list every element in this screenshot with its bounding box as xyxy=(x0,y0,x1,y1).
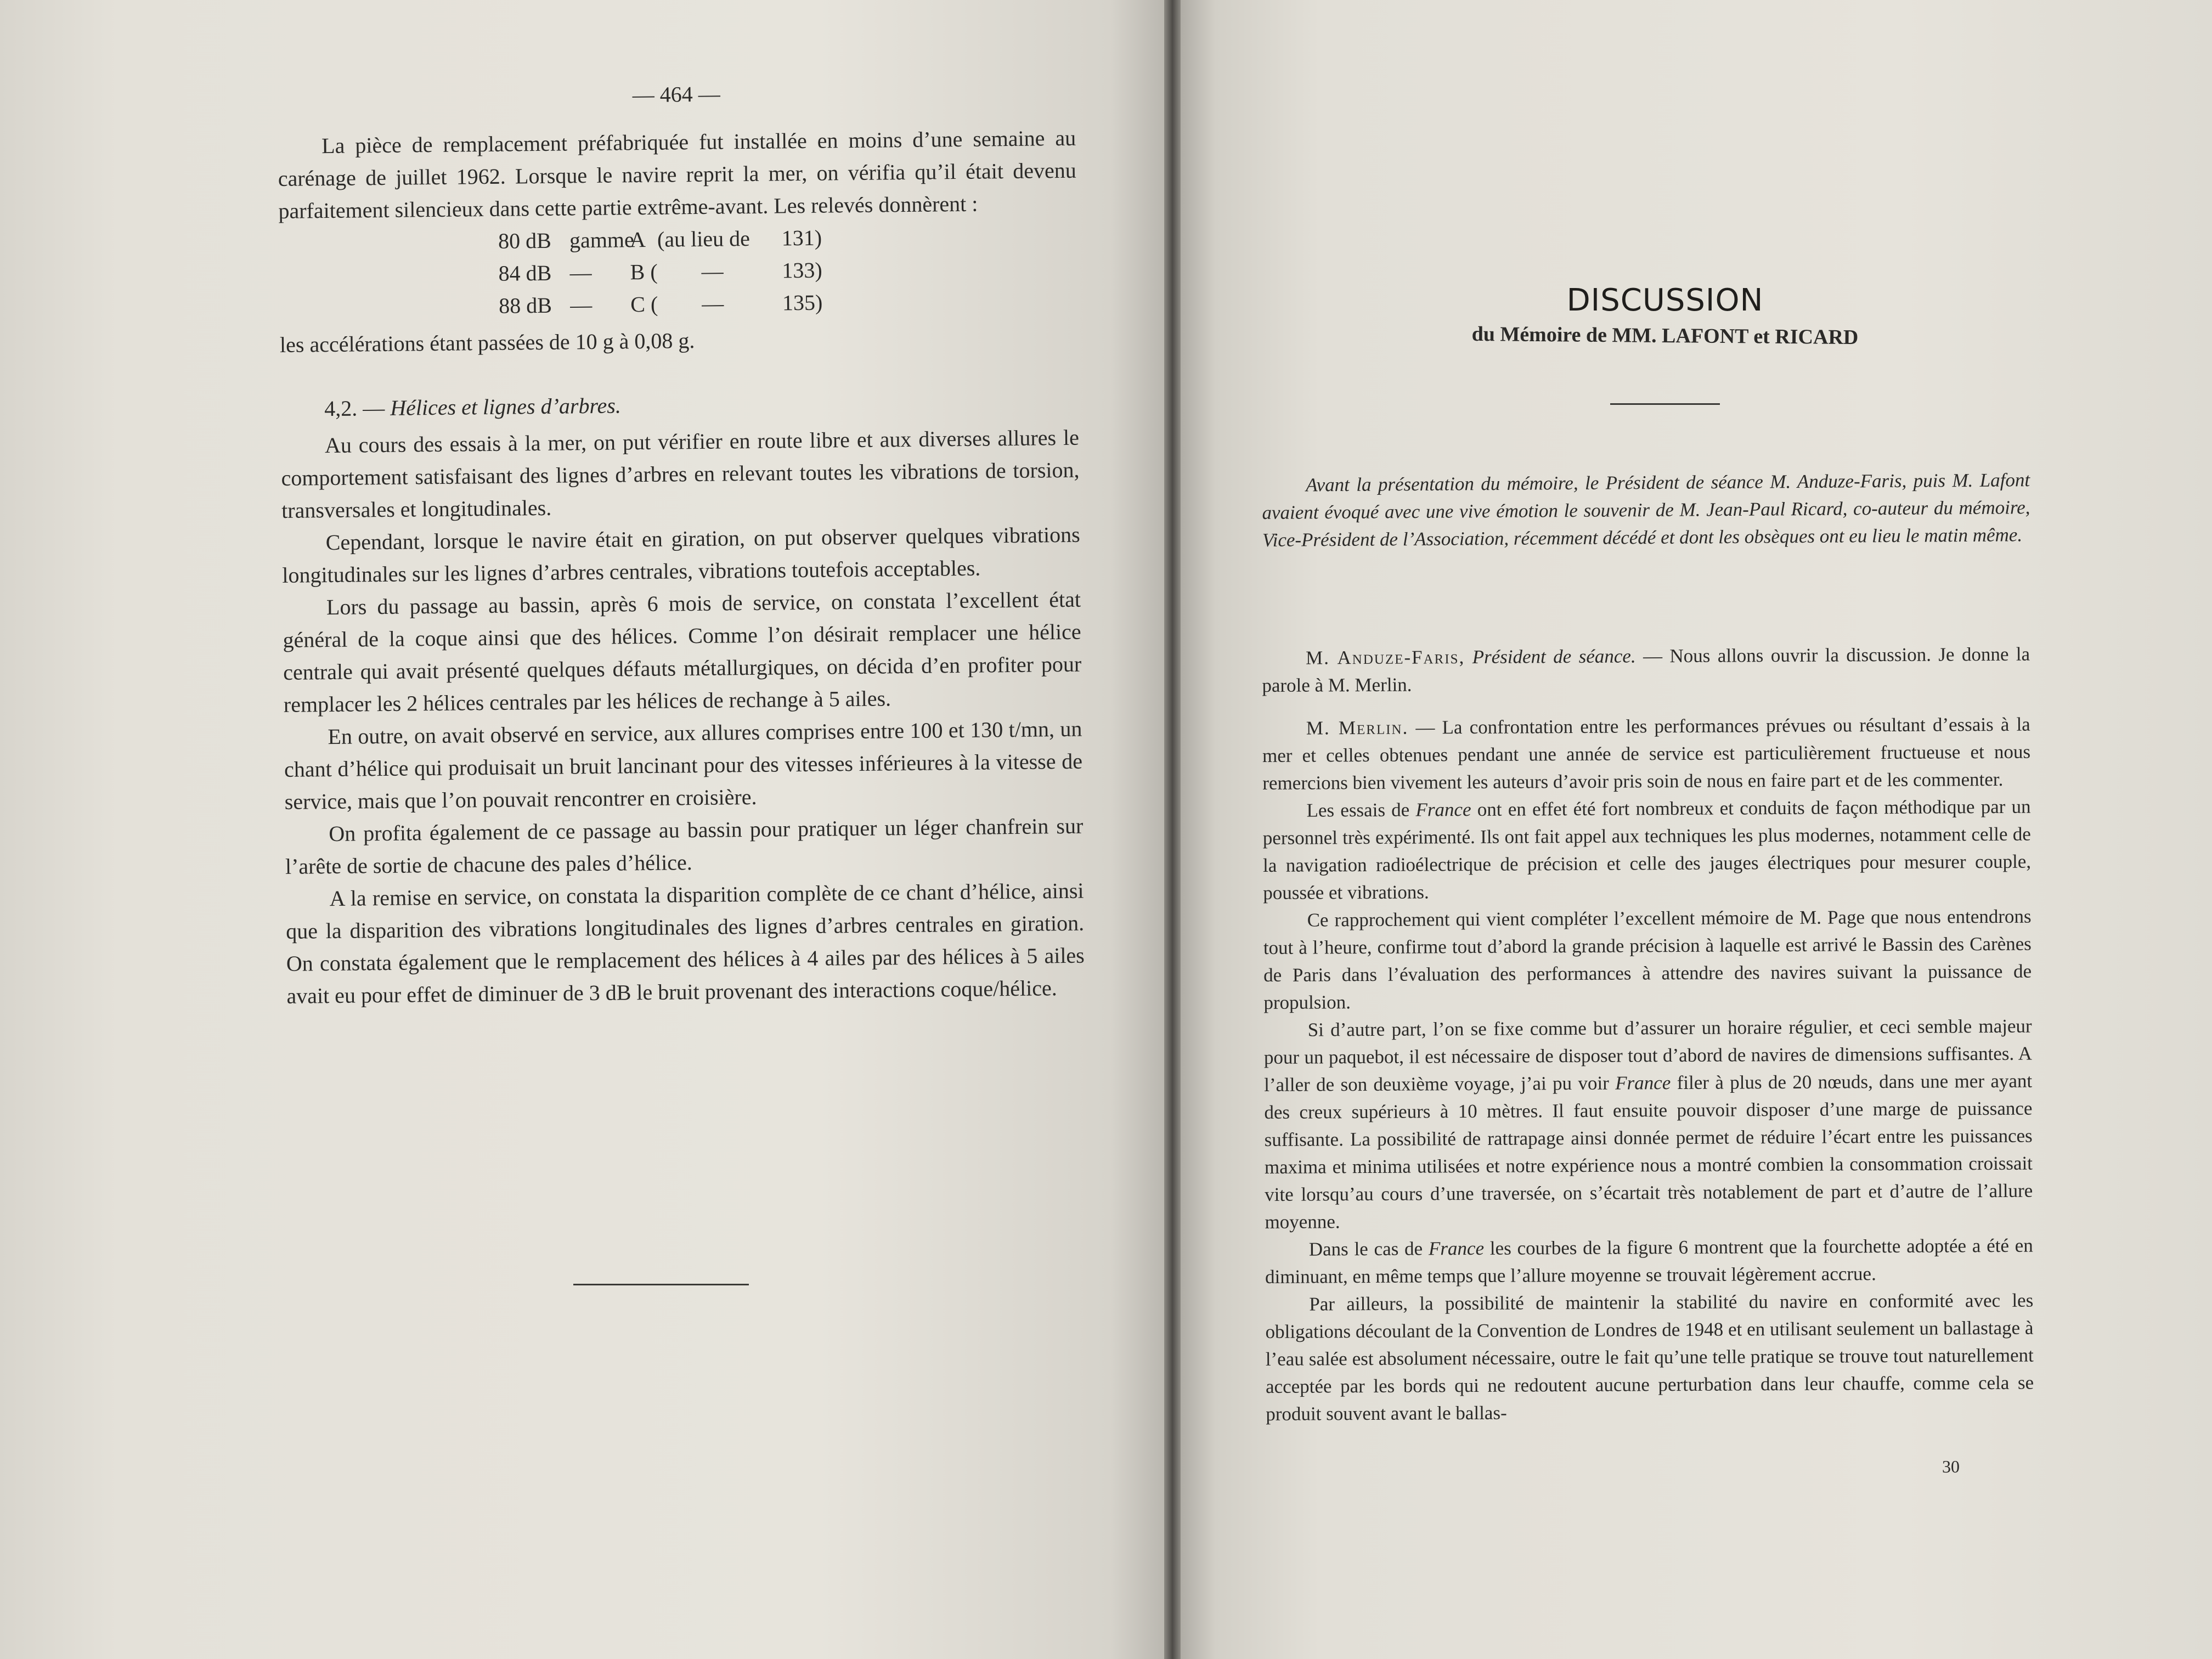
paragraph: A la remise en service, on constata la disparition complète de ce chant d’hélice, ainsi que la disparition des vibrations longitudinales des lignes d’arbres centrales en giration. On constata également que le remplacement des hélices à 4 ailes par des hélices à 5 ailes avait eu pour effet de diminuer de 3 dB le bruit provenant des interactions coque/hélice. xyxy=(285,878,1085,1008)
speaker-paragraph: M. Anduze-Faris, Président de séance. — Nous allons ouvrir la discussion. Je donne la parole à M. Merlin. xyxy=(1262,643,2030,696)
paragraph: Au cours des essais à la mer, on put vérifier en route libre et aux diverses allures le comportement satisfaisant des lignes d’arbres en relevant toutes les vibrations de torsion, transversales et longitudinales. xyxy=(281,425,1080,523)
end-rule xyxy=(573,1284,749,1285)
speaker-name: M. Merlin. xyxy=(1306,716,1409,739)
page-number: — 464 — xyxy=(632,81,721,108)
paragraph: On profita également de ce passage au bassin pour pratiquer un léger chanfrein sur l’arête de sortie de chacune des pales d’hélice. xyxy=(285,813,1084,879)
paragraph: En outre, on avait observé en service, aux allures comprises entre 100 et 130 t/mn, un chant d’hélice qui produisait un bruit lancinant pour des vitesses inférieures à la vitesse de service, mais que l’on pouvait rencontrer en croisière. xyxy=(284,716,1083,814)
readings-table xyxy=(498,219,1078,322)
paragraph: Cependant, lorsque le navire était en giration, on put observer quelques vibrations longitudinales sur les lignes d’arbres centrales, vibrations toutefois acceptables. xyxy=(282,522,1080,588)
intro-note xyxy=(1262,466,2030,554)
speaker-paragraph: M. Merlin. — La confrontation entre les performances prévues ou résultant d’essais à la mer et celles obtenues pendant une année de service est particulièrement fructueuse et nous remercions bien vivement les auteurs d’avoir pris soin de nous en faire part et de les commenter. xyxy=(1262,713,2031,794)
paragraph: Si d’autre part, l’on se fixe comme but d’assurer un horaire régulier, et ceci semble majeur pour un paquebot, il est nécessaire de disposer tout d’abord de navires de dimensions suffisantes. A l’aller de son deuxième voyage, j’ai pu voir France filer à plus de 20 nœuds, dans une mer ayant des creux supérieurs à 10 mètres. Il faut ensuite pouvoir disposer d’une marge de puissance suffisante. La possibilité de rattrapage ainsi donnée permet de réduire l’écart entre les puissances maxima et minima utilisées et notre expérience nous a montré combien la consommation croissait vite lorsqu’au cours d’une traversée, on s’écartait très notablement de part et d’autre de l’allure moyenne. xyxy=(1263,1015,2033,1233)
folio-number: 30 xyxy=(1942,1457,1960,1476)
title-rule xyxy=(1610,403,1720,405)
paragraph: La pièce de remplacement préfabriquée fut installée en moins d’une semaine au carénage de juillet 1962. Lorsque le navire reprit la mer, on vérifia qu’il était devenu parfaitement silencieux dans cette partie extrême-avant. Les relevés donnèrent : xyxy=(278,125,1076,223)
discussion-subtitle: du Mémoire de MM. LAFONT et RICARD xyxy=(1471,322,1859,349)
section-heading: 4,2. — Hélices et lignes d’arbres. xyxy=(324,393,622,421)
left-page-text xyxy=(277,74,1085,1012)
paragraph: les accélérations étant passées de 10 g à 0,08 g. xyxy=(279,328,695,357)
paragraph: Lors du passage au bassin, après 6 mois de service, on constata l’excellent état général de la coque ainsi que des hélices. Comme l’on désirait remplacer une hélice centrale qui avait présenté quelques défauts métallurgiques, on décida d’en profiter pour remplacer les 2 hélices centrales par les hélices de rechange à 5 ailes. xyxy=(283,586,1082,717)
speaker-name: M. Anduze-Faris, xyxy=(1306,646,1465,669)
reading-row: 88 dB — C ( — 135) xyxy=(499,290,823,318)
speaker-role: Président de séance. xyxy=(1472,645,1636,668)
discussion-title: DISCUSSION xyxy=(1566,283,1764,318)
paragraph: Par ailleurs, la possibilité de maintenir la stabilité du navire en conformité avec les obligations découlant de la Convention de Londres de 1948 et en utilisant seulement un ballastage à l’eau salée est absolument nécessaire, outre le fait qu’une telle pratique se trouve tout naturellement acceptée par les bords qui ne redoutent aucune perturbation dans leur chauffe, comme cela se produit souvent avant le ballas- xyxy=(1265,1289,2034,1425)
intro-paragraph: Avant la présentation du mémoire, le Président de séance M. Anduze-Faris, puis M. Lafont avaient évoqué avec une vive émotion le souvenir de M. Jean-Paul Ricard, co-auteur du mémoire, Vice-Président de l’Association, récemment décédé et dont les obsèques ont eu lieu le matin même. xyxy=(1262,469,2030,551)
right-page-text xyxy=(1262,641,2034,1428)
reading-row: 84 dB — B ( — 133) xyxy=(498,257,822,286)
reading-row: 80 dB gamme A (au lieu de 131) xyxy=(498,225,822,253)
paragraph: Les essais de France ont en effet été fort nombreux et conduits de façon méthodique par un personnel très expérimenté. Ils ont fait appel aux techniques les plus modernes, notamment celle de la navigation radioélectrique de précision et celle des jauges électriques pour mesurer couple, poussée et vibrations. xyxy=(1262,795,2032,904)
book-gutter xyxy=(1164,0,1181,1659)
paragraph: Ce rapprochement qui vient compléter l’excellent mémoire de M. Page que nous entendrons tout à l’heure, confirme tout d’abord la grande précision à laquelle est arrivé le Bassin des Carènes de Paris dans l’évaluation des performances à attendre des navires suivant la puissance de propulsion. xyxy=(1263,905,2032,1013)
paragraph: Dans le cas de France les courbes de la figure 6 montrent que la fourchette adoptée a été en diminuant, en même temps que l’allure moyenne se trouvait légèrement accrue. xyxy=(1265,1234,2033,1288)
